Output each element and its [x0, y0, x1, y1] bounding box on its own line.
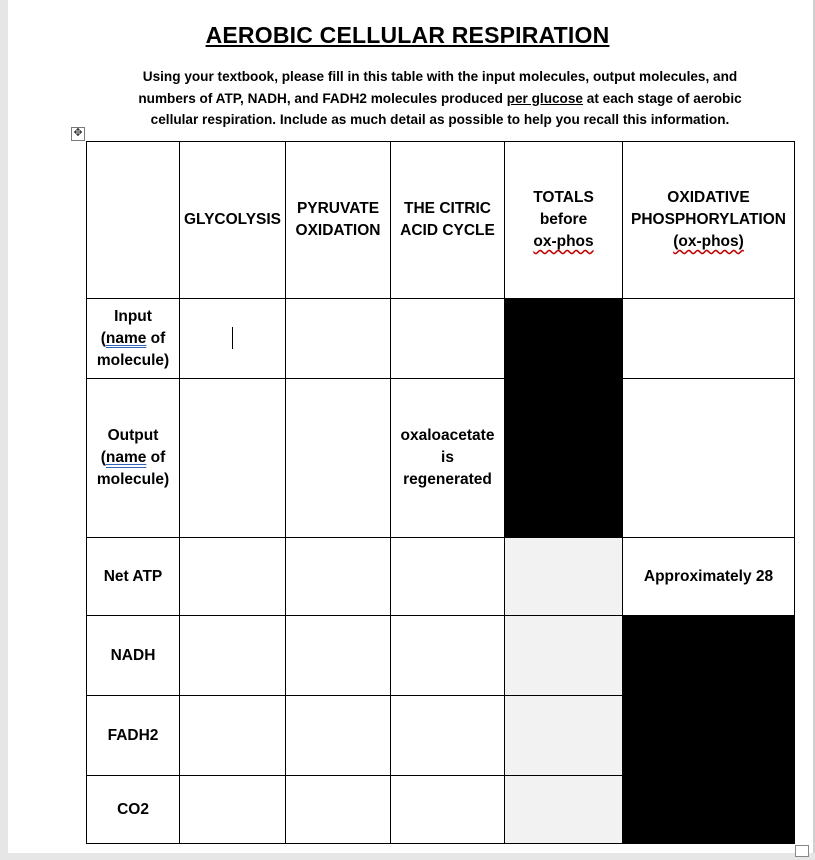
cell-nadh-oxphos-blocked	[623, 616, 795, 696]
row-label-nadh-text: NADH	[110, 646, 156, 664]
header-oxidative-phosphorylation[interactable]	[623, 142, 795, 299]
table-row-co2	[87, 776, 795, 844]
header-oxphos-label-3: (ox-phos)	[673, 233, 744, 250]
cell-atp-glycolysis[interactable]	[180, 538, 286, 616]
cell-nadh-glycolysis[interactable]	[180, 616, 286, 696]
cell-output-totals-blocked	[505, 379, 623, 538]
cell-co2-glycolysis[interactable]	[180, 776, 286, 844]
header-totals-label-2: before	[539, 211, 588, 228]
row-label-input-name: name	[105, 329, 147, 347]
cell-fadh2-pyruvate[interactable]	[286, 696, 391, 776]
table-row-nadh	[87, 616, 795, 696]
cell-co2-pyruvate[interactable]	[286, 776, 391, 844]
header-pyruvate-label-1: PYRUVATE	[296, 200, 380, 217]
cell-output-oxphos[interactable]	[623, 379, 795, 538]
cell-fadh2-glycolysis[interactable]	[180, 696, 286, 776]
cell-output-glycolysis[interactable]	[180, 379, 286, 538]
row-label-fadh2[interactable]	[87, 696, 180, 776]
row-label-input[interactable]: Input (name of molecule)	[87, 299, 180, 379]
header-totals-label-3: ox-phos	[533, 233, 594, 250]
row-label-output-3: molecule)	[96, 471, 170, 488]
row-label-net-atp[interactable]	[87, 538, 180, 616]
header-citric-acid-cycle[interactable]	[391, 142, 505, 299]
cell-input-oxphos[interactable]	[623, 299, 795, 379]
cell-fadh2-citric[interactable]	[391, 696, 505, 776]
instructions-text-start: Using your textbook, please fill in this table with the input molecules, output molecules, and numbers of ATP, NADH, and FADH2 molecules produced	[138, 69, 738, 106]
cell-output-pyruvate[interactable]	[286, 379, 391, 538]
row-label-input-of: of	[146, 329, 166, 347]
cell-input-pyruvate[interactable]	[286, 299, 391, 379]
header-corner-cell[interactable]	[87, 142, 180, 299]
header-pyruvate-oxidation[interactable]	[286, 142, 391, 299]
row-label-output-1: Output	[107, 427, 159, 444]
header-totals-label-1: TOTALS	[533, 189, 594, 206]
cell-output-citric[interactable]	[391, 379, 505, 538]
table-resize-handle[interactable]	[795, 845, 809, 857]
table-row-fadh2	[87, 696, 795, 776]
cell-input-glycolysis[interactable]	[180, 299, 286, 379]
row-label-co2-text: CO2	[117, 800, 149, 818]
header-totals[interactable]	[505, 142, 623, 299]
cell-output-citric-text-2: is	[441, 449, 454, 466]
header-oxphos-label-2: PHOSPHORYLATION	[630, 211, 786, 228]
row-label-nadh[interactable]	[87, 616, 180, 696]
row-label-fadh2-text: FADH2	[107, 726, 159, 744]
document-title: AEROBIC CELLULAR RESPIRATION	[205, 22, 610, 48]
header-citric-label-2: ACID CYCLE	[400, 222, 495, 239]
cell-nadh-totals[interactable]	[505, 616, 623, 696]
row-label-input-1: Input	[114, 307, 152, 325]
cell-atp-pyruvate[interactable]	[286, 538, 391, 616]
row-label-output[interactable]: Output (name of molecule)	[87, 379, 180, 538]
cell-fadh2-totals[interactable]	[505, 696, 623, 776]
page-bottom-gap	[0, 853, 815, 860]
header-glycolysis-label: GLYCOLYSIS	[183, 211, 282, 228]
row-label-output-name: name	[105, 449, 147, 466]
row-label-output-of: of	[146, 449, 166, 466]
instructions-emphasis: per glucose	[506, 90, 583, 106]
table-row-net-atp	[87, 538, 795, 616]
row-label-co2[interactable]	[87, 776, 180, 844]
table-row-output	[87, 379, 795, 538]
cell-co2-citric[interactable]	[391, 776, 505, 844]
text-cursor	[232, 327, 233, 349]
cell-nadh-citric[interactable]	[391, 616, 505, 696]
cell-input-citric[interactable]	[391, 299, 505, 379]
header-citric-label-1: THE CITRIC	[404, 200, 491, 217]
cell-atp-oxphos[interactable]	[623, 538, 795, 616]
cell-co2-oxphos-blocked	[623, 776, 795, 844]
table-row-input	[87, 299, 795, 379]
header-pyruvate-label-2: OXIDATION	[295, 222, 381, 239]
header-oxphos-label-1: OXIDATIVE	[667, 189, 750, 206]
header-row	[87, 142, 795, 299]
cell-output-citric-text-3: regenerated	[403, 471, 492, 488]
cell-atp-totals[interactable]	[505, 538, 623, 616]
row-label-input-3: molecule)	[96, 351, 170, 369]
row-label-net-atp-text: Net ATP	[103, 567, 163, 585]
cell-input-totals-blocked	[505, 299, 623, 379]
cell-nadh-pyruvate[interactable]	[286, 616, 391, 696]
respiration-table	[86, 141, 795, 844]
table-move-handle-icon[interactable]: ✥	[71, 127, 85, 141]
cell-atp-citric[interactable]	[391, 538, 505, 616]
cell-atp-oxphos-text: Approximately 28	[643, 567, 774, 585]
cell-co2-totals[interactable]	[505, 776, 623, 844]
instructions-text-end: at each stage of aerobic cellular respiration. Include as much detail as possible to help you recall this information.	[150, 90, 742, 127]
header-glycolysis[interactable]	[180, 142, 286, 299]
cell-fadh2-oxphos-blocked	[623, 696, 795, 776]
instructions-paragraph	[120, 66, 760, 131]
cell-output-citric-text-1: oxaloacetate	[400, 427, 495, 444]
